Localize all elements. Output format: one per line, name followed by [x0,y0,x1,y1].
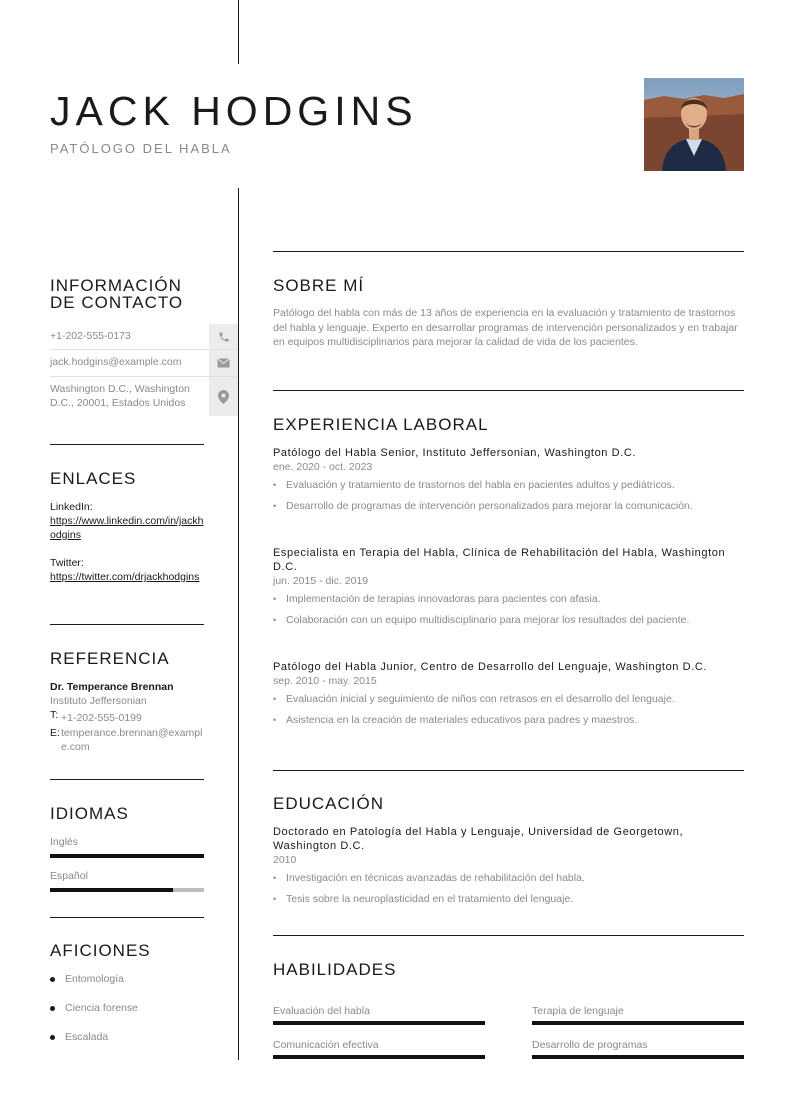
contact-phone[interactable]: +1-202-555-0173 [50,330,131,342]
candidate-name: JACK HODGINS [50,88,418,134]
degree-title: Doctorado en Patología del Habla y Lenguaje, Universidad de Georgetown, Washington D.C. [273,826,684,852]
job-entry [273,546,744,634]
job-bullet: • Evaluación y tratamiento de trastornos del habla en pacientes adultos y pediátricos. [273,478,744,492]
job-date: ene. 2020 - oct. 2023 [273,461,373,473]
language-level-bar [50,888,204,892]
job-entry [273,446,744,520]
phone-icon [209,324,238,349]
contact-address: Washington D.C., Washington D.C., 20001, Estados Unidos [50,383,190,409]
left-divider [50,917,204,918]
right-divider [273,770,744,771]
job-bullets [273,692,744,727]
reference-name: Dr. Temperance Brennan [50,681,174,693]
contact-address-row [50,377,238,416]
envelope-icon [209,350,238,376]
skills-section-title: HABILIDADES [273,960,397,979]
contact-phone-row [50,324,238,350]
job-bullets [273,592,744,627]
hobbies-list [50,972,204,1059]
about-section-title: SOBRE MÍ [273,276,365,295]
about-text: Patólogo del habla con más de 13 años de experiencia en la evaluación y tratamiento de trastornos del habla y lenguaje. Experto en desarrollar programas de intervención personalizados y en trabajar en equipos multidisciplinarios para mejorar la calidad de vida de los pacientes. [273,307,738,348]
links-section-title: ENLACES [50,469,137,488]
education-section-title: EDUCACIÓN [273,794,385,813]
skill-level-bar [273,1055,485,1059]
reference-org: Instituto Jeffersonian [50,695,147,707]
skill-level-bar [273,1021,485,1025]
skill-item [273,1038,485,1059]
job-bullet: • Colaboración con un equipo multidisciplinario para mejorar los resultados del paciente. [273,613,744,627]
twitter-link[interactable]: https://twitter.com/drjackhodgins [50,571,200,583]
right-divider [273,251,744,252]
contact-email-row [50,350,238,377]
reference-block [50,680,204,754]
location-pin-icon [209,377,238,416]
job-bullet: • Implementación de terapias innovadoras para pacientes con afasia. [273,592,744,606]
experience-section-title: EXPERIENCIA LABORAL [273,415,489,434]
hobby-item: Entomología [50,972,204,1001]
job-title: Patólogo del Habla Junior, Centro de Desarrollo del Lenguaje, Washington D.C. [273,661,708,673]
linkedin-link[interactable]: https://www.linkedin.com/in/jackhodgins [50,515,204,541]
skill-name: Terapia de lenguaje [532,1005,624,1017]
education-bullet: • Tesis sobre la neuroplasticidad en el tratamiento del lenguaje. [273,892,744,906]
job-title: Patólogo del Habla Senior, Instituto Jeffersonian, Washington D.C. [273,447,637,459]
language-name: Inglés [50,836,79,848]
right-divider [273,935,744,936]
profile-photo [644,78,744,171]
reference-email[interactable]: temperance.brennan@example.com [61,727,203,753]
skill-name: Evaluación del habla [273,1005,370,1017]
education-bullets [273,871,744,906]
left-divider [50,779,204,780]
skill-name: Comunicación efectiva [273,1039,379,1051]
contact-section-title: INFORMACIÓN DE CONTACTO [50,276,184,312]
hobby-item: Escalada [50,1030,204,1059]
hobbies-section-title: AFICIONES [50,941,151,960]
education-bullet: • Investigación en técnicas avanzadas de rehabilitación del habla. [273,871,744,885]
skill-item [532,1038,744,1059]
candidate-role: PATÓLOGO DEL HABLA [50,141,232,156]
column-divider-line [238,188,239,1060]
job-bullet: • Desarrollo de programas de intervención personalizados para mejorar la comunicación. [273,499,744,513]
linkedin-label: LinkedIn: [50,501,93,513]
skill-level-bar [532,1021,744,1025]
reference-email-label: E: [50,727,60,739]
skill-name: Desarrollo de programas [532,1039,648,1051]
reference-phone[interactable]: +1-202-555-0199 [61,712,142,724]
skill-level-bar [532,1055,744,1059]
hobby-item: Ciencia forense [50,1001,204,1030]
job-title: Especialista en Terapia del Habla, Clínica de Rehabilitación del Habla, Washington D.C. [273,547,726,573]
job-bullets [273,478,744,513]
languages-section-title: IDIOMAS [50,804,129,823]
language-level-bar [50,854,204,858]
degree-year: 2010 [273,854,297,866]
left-divider [50,624,204,625]
links-list [50,500,204,584]
left-divider [50,444,204,445]
language-item [50,835,204,858]
job-bullet: • Evaluación inicial y seguimiento de niños con retrasos en el desarrollo del lenguaje. [273,692,744,706]
job-date: jun. 2015 - dic. 2019 [273,575,369,587]
language-item [50,869,204,892]
reference-phone-label: T: [50,709,59,721]
job-bullet: • Asistencia en la creación de materiales educativos para padres y maestros. [273,713,744,727]
job-entry [273,660,744,734]
twitter-label: Twitter: [50,557,84,569]
skill-item [532,1004,744,1025]
language-name: Español [50,870,88,882]
reference-phone-row [50,708,204,726]
reference-email-row [50,726,204,754]
reference-section-title: REFERENCIA [50,649,170,668]
skill-item [273,1004,485,1025]
top-divider-line [238,0,239,64]
contact-email[interactable]: jack.hodgins@example.com [50,356,182,368]
right-divider [273,390,744,391]
education-entry [273,825,744,913]
job-date: sep. 2010 - may. 2015 [273,675,377,687]
contact-list [50,324,238,416]
